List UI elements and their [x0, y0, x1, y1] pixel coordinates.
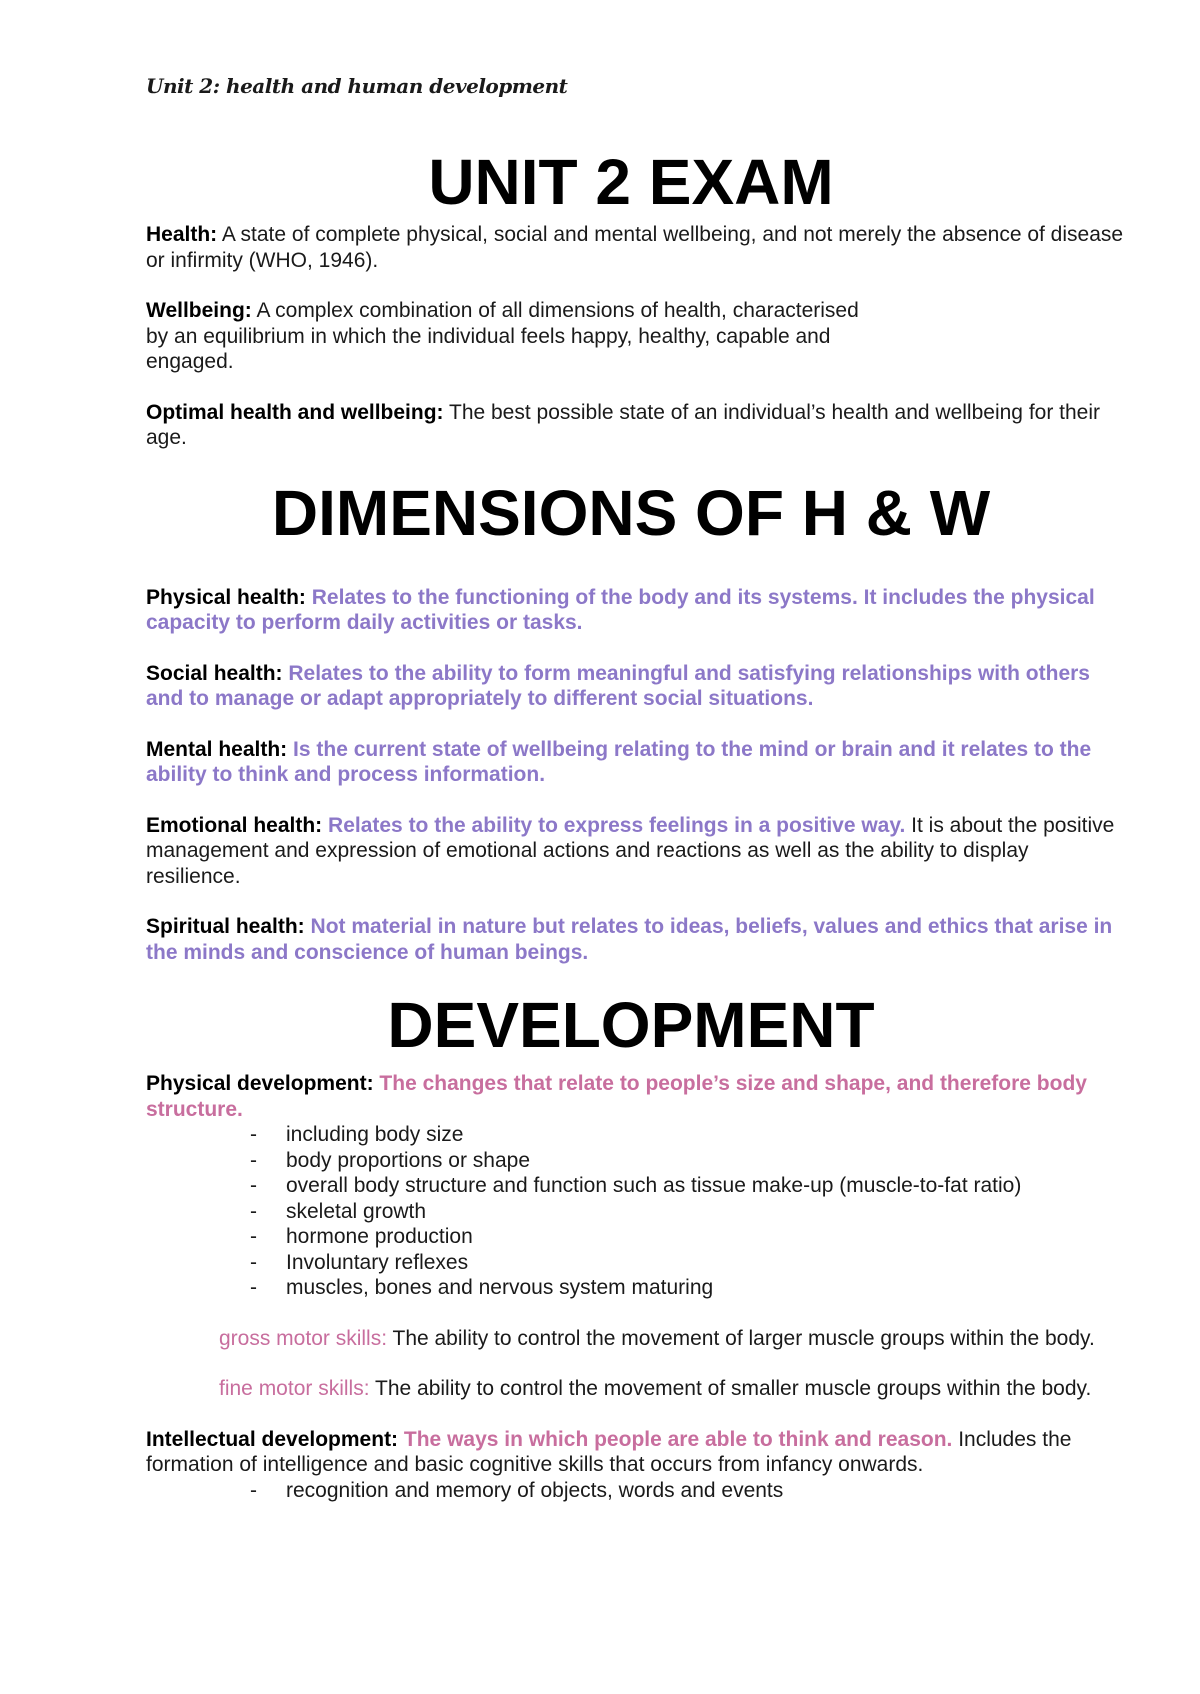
- term-social-health: Social health:: [146, 661, 283, 685]
- list-item: - hormone production: [250, 1224, 1126, 1250]
- page-header: Unit 2: health and human development: [146, 74, 568, 98]
- dimension-spiritual: [146, 914, 1126, 965]
- definition-health: [146, 222, 1126, 273]
- development-intellectual-highlight: The ways in which people are able to think and reason.: [398, 1427, 953, 1451]
- term-spiritual-health: Spiritual health:: [146, 915, 305, 938]
- section-title-unit-exam: UNIT 2 EXAM: [428, 146, 834, 218]
- definition-optimal-text: The best possible state of an individual’s health and wellbeing for their age.: [146, 400, 1101, 449]
- definition-wellbeing-text: A complex combination of all dimensions of health, characterised by an equilibrium in which the individual feels happy, healthy, capable and engaged.: [146, 299, 859, 373]
- list-item: - Involuntary reflexes: [250, 1250, 1126, 1276]
- term-fine-motor-skills: fine motor skills:: [219, 1377, 370, 1400]
- dimension-emotional: [146, 813, 1126, 890]
- term-wellbeing: Wellbeing:: [146, 299, 252, 322]
- list-item: - muscles, bones and nervous system maturing: [250, 1275, 1126, 1301]
- term-physical-development: Physical development:: [146, 1072, 374, 1095]
- fine-motor-skills: [146, 1376, 1126, 1402]
- section-title-dimensions: DIMENSIONS OF H & W: [271, 476, 991, 549]
- dimension-physical-text: Relates to the functioning of the body and its systems. It includes the physical capacity to perform daily activities or tasks.: [146, 585, 1095, 634]
- dimension-social: [146, 661, 1126, 712]
- term-emotional-health: Emotional health:: [146, 813, 323, 837]
- development-intellectual-text: Includes the formation of intelligence and basic cognitive skills that occurs from infancy onwards.: [146, 1427, 1072, 1476]
- gross-motor-skills: [146, 1326, 1126, 1352]
- intellectual-development-list: [146, 1478, 1126, 1504]
- term-optimal: Optimal health and wellbeing:: [146, 400, 444, 424]
- term-physical-health: Physical health:: [146, 585, 306, 609]
- dimension-mental: [146, 737, 1126, 788]
- fine-motor-skills-text: The ability to control the movement of smaller muscle groups within the body.: [369, 1377, 1092, 1400]
- development-physical-text: The changes that relate to people’s size and shape, and therefore body structure.: [146, 1072, 1087, 1121]
- list-item: - including body size: [250, 1122, 1126, 1148]
- list-item: - recognition and memory of objects, words and events: [250, 1478, 1126, 1504]
- term-mental-health: Mental health:: [146, 737, 288, 761]
- development-physical: [146, 1071, 1126, 1122]
- dimension-emotional-text: It is about the positive management and expression of emotional actions and reactions as well as the ability to display resilience.: [146, 813, 1115, 888]
- development-intellectual: [146, 1427, 1126, 1478]
- list-item: - overall body structure and function such as tissue make-up (muscle-to-fat ratio): [250, 1173, 1126, 1199]
- section-title-development: DEVELOPMENT: [387, 989, 875, 1061]
- term-gross-motor-skills: gross motor skills:: [219, 1326, 388, 1350]
- definition-wellbeing: [146, 298, 886, 375]
- document-content: [146, 142, 1126, 1503]
- term-health: Health:: [146, 223, 218, 246]
- list-item: - skeletal growth: [250, 1199, 1126, 1225]
- dimension-mental-text: Is the current state of wellbeing relating to the mind or brain and it relates to the ability to think and process information.: [146, 737, 1092, 786]
- definition-health-text: A state of complete physical, social and mental wellbeing, and not merely the absence of disease or infirmity (WHO, 1946).: [146, 223, 1124, 272]
- dimension-social-text: Relates to the ability to form meaningful and satisfying relationships with others and to manage or adapt appropriately to different social situations.: [146, 661, 1090, 710]
- gross-motor-skills-text: The ability to control the movement of larger muscle groups within the body.: [387, 1326, 1095, 1350]
- list-item: - body proportions or shape: [250, 1148, 1126, 1174]
- physical-development-list: [146, 1122, 1126, 1301]
- dimension-physical: [146, 585, 1126, 636]
- term-intellectual-development: Intellectual development:: [146, 1427, 399, 1451]
- definition-optimal: [146, 400, 1126, 451]
- dimension-spiritual-text: Not material in nature but relates to ideas, beliefs, values and ethics that arise in the minds and conscience of human beings.: [146, 915, 1113, 964]
- dimension-emotional-highlight: Relates to the ability to express feelings in a positive way.: [322, 813, 906, 837]
